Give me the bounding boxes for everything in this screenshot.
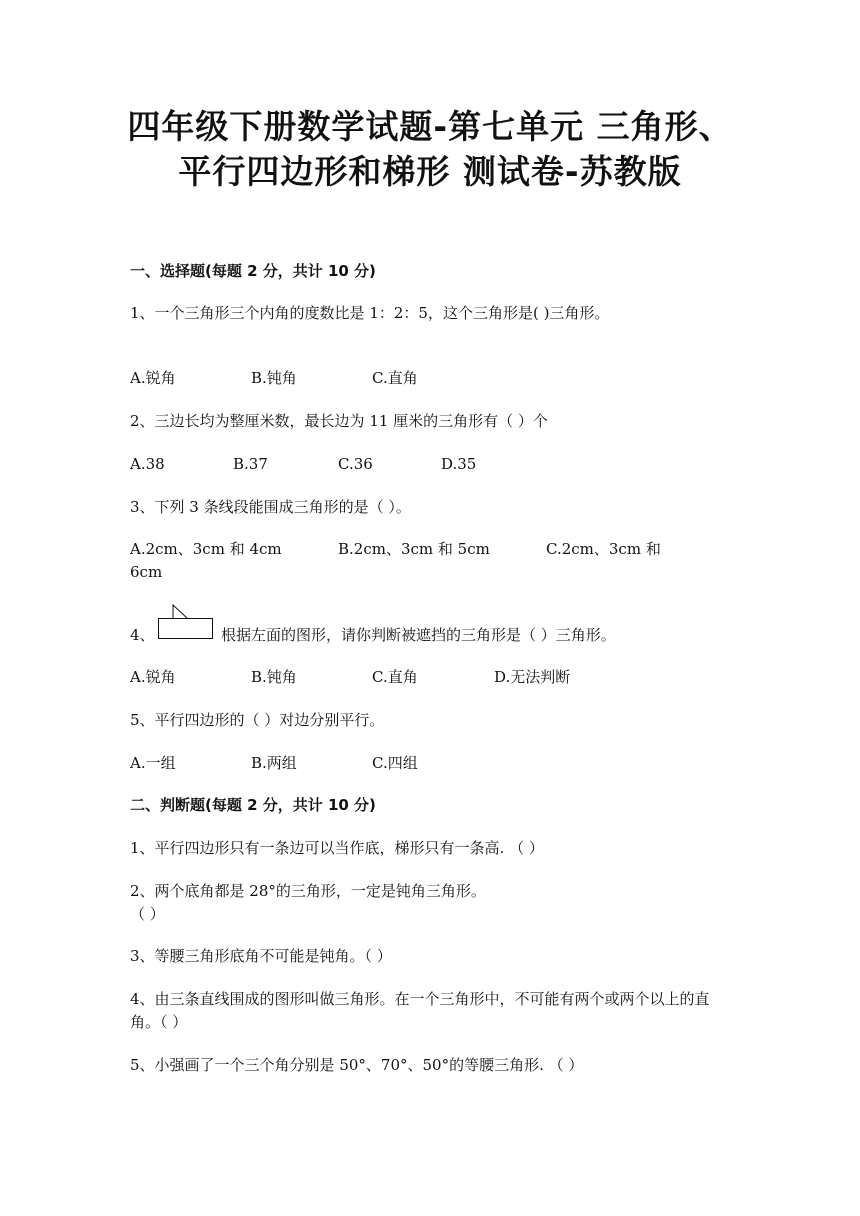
judgement-4-text: 4、由三条直线围成的图形叫做三角形。在一个三角形中，不可能有两个或两个以上的直角。（ ） [130,990,710,1031]
question-5-text: 5、平行四边形的（ ）对边分别平行。 [130,711,385,729]
q3-option-b: B.2cm、3cm 和 5cm [338,540,490,558]
question-4-text: 根据左面的图形，请你判断被遮挡的三角形是（ ）三角形。 [221,626,616,644]
covering-rectangle [159,619,213,639]
q2-option-c: C.36 [338,455,373,473]
q2-option-d: D.35 [441,455,477,473]
question-4-number: 4、 [130,626,155,644]
q2-option-a: A.38 [130,455,165,473]
q5-option-a: A.一组 [130,754,176,772]
q3-option-c-continued: 6cm [130,563,163,581]
q5-option-b: B.两组 [251,754,297,772]
question-2-text: 2、三边长均为整厘米数，最长边为 11 厘米的三角形有（ ）个 [130,412,548,430]
q4-option-a: A.锐角 [130,668,176,686]
q5-option-c: C.四组 [372,754,418,772]
judgement-1-text: 1、平行四边形只有一条边可以当作底，梯形只有一条高. （ ） [130,839,544,857]
q2-option-b: B.37 [233,455,268,473]
q1-option-c: C.直角 [372,369,418,387]
triangle-corner [173,605,187,618]
judgement-3-text: 3、等腰三角形底角不可能是钝角。（ ） [130,947,392,965]
occluded-triangle-figure [157,603,215,641]
section-heading-choice: 一、选择题(每题 2 分，共计 10 分) [130,262,376,280]
q4-option-d: D.无法判断 [494,668,571,686]
judgement-5-text: 5、小强画了一个三个角分别是 50°、70°、50°的等腰三角形. （ ） [130,1056,584,1074]
q3-option-c: C.2cm、3cm 和 [546,540,661,558]
q1-option-a: A.锐角 [130,369,176,387]
q4-option-b: B.钝角 [251,668,297,686]
question-1-text: 1、一个三角形三个内角的度数比是 1：2：5，这个三角形是( )三角形。 [130,304,610,322]
judgement-2-text: 2、两个底角都是 28°的三角形，一定是钝角三角形。 [130,882,486,900]
q1-option-b: B.钝角 [251,369,297,387]
q3-option-a: A.2cm、3cm 和 4cm [130,540,282,558]
page-title: 四年级下册数学试题-第七单元 三角形、 平行四边形和梯形 测试卷-苏教版 [127,107,733,191]
q4-option-c: C.直角 [372,668,418,686]
judgement-2-answer-blank: （ ） [130,905,165,923]
question-3-text: 3、下列 3 条线段能围成三角形的是（ ）。 [130,498,411,516]
section-heading-judgement: 二、判断题(每题 2 分，共计 10 分) [130,796,376,814]
